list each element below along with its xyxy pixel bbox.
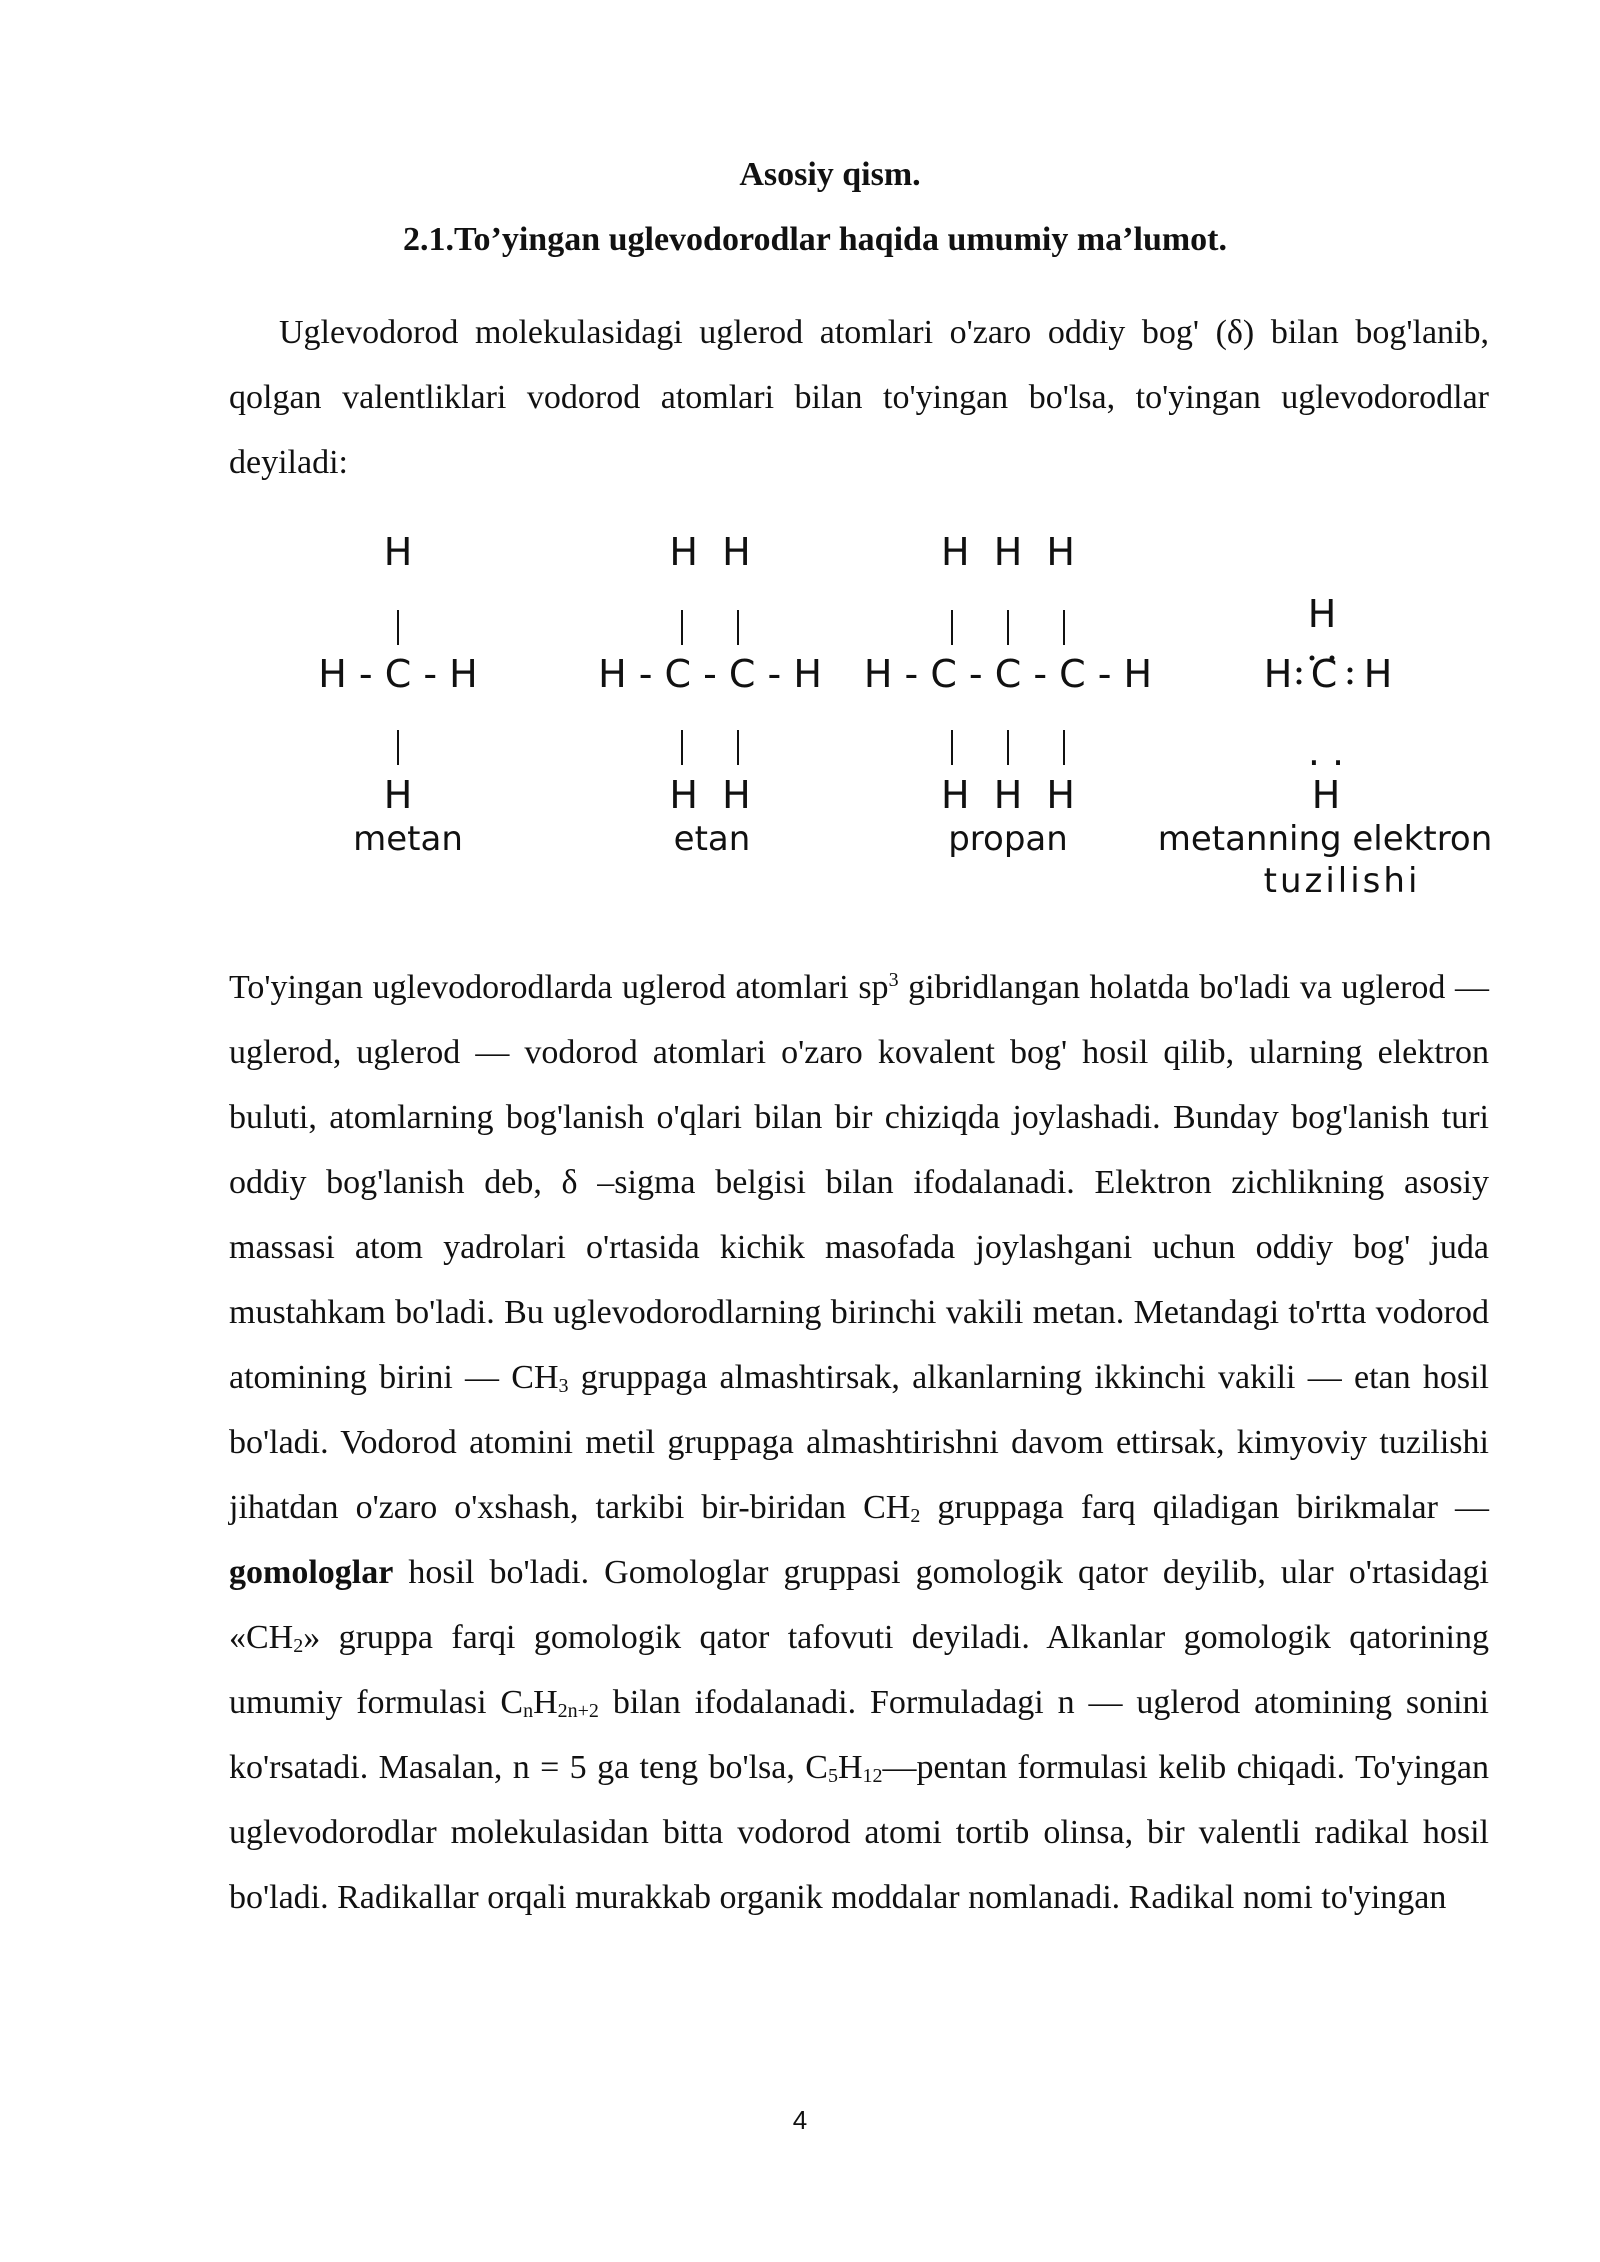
electron-label-line1: metanning elektron [1157,819,1493,859]
metan-formula [318,530,477,859]
structural-formulas-figure [0,520,1600,920]
page-number: 4 [792,2105,808,2135]
intro-paragraph: Uglevodorod molekulasidagi uglerod atomlari o'zaro oddiy bog' (δ) bilan bog'lanib, qolgan valentliklari vodorod atomlari bilan to'yingan bo'lsa, to'yingan uglevodorodlar deyiladi: [229,314,1489,481]
propan-formula [864,530,1152,859]
etan-top-h: H H [669,530,751,574]
electron-top-h: H [1307,592,1337,636]
section-heading: Asosiy qism. [739,156,921,193]
propan-bottom-h: H H H [940,773,1076,817]
electron-left-h: H [1263,652,1293,696]
bold-term: gomologlar [229,1554,394,1591]
subscript: 5 [827,1765,838,1787]
subscript: n [523,1700,534,1722]
etan-middle-row: H - C - C - H [598,652,822,696]
text-run: gibridlangan holatda bo'ladi va uglerod — uglerod, uglerod — vodorod atomlari o'zaro kovalent bog' hosil qilib, ularning elektron buluti, atomlarning bog'lanish o'qlari bilan bir chiziqda joylashadi. Bunday bog'lanish turi oddiy bog'lanish deb, δ –sigma belgisi bilan ifodalanadi. Elektron zichlikning asosiy massasi atom yadrolari o'rtasida kichik masofada joylashgani uchun oddiy bog' juda mustahkam bo'ladi. Bu uglevodorodlarning birinchi vakili metan. Metandagi to'rtta vodorod atomining birini — CH [229,969,1489,1396]
text-run: gruppaga farq qiladigan birikmalar — [920,1489,1489,1526]
text-run: hosil bo'ladi. Gomologlar gruppasi gomologik qator deyilib, ular o'rtasidagi «CH [229,1554,1489,1656]
propan-label: propan [948,819,1068,859]
subscript: 3 [558,1375,569,1397]
superscript: 3 [888,969,899,991]
propan-middle-row: H - C - C - C - H [863,652,1153,696]
text-run: H [533,1684,558,1721]
text-run: —pentan formulasi kelib chiqadi. To'yingan uglevodorodlar molekulasidan bitta vodorod atomi tortib olinsa, bir valentli radikal hosil bo'ladi. Radikallar orqali murakkab organik moddalar nomlanadi. Radikal nomi to'yingan [229,1749,1489,1916]
electron-bottom-h: H [1311,773,1341,817]
text-run: » gruppa farqi gomologik qator tafovuti deyiladi. Alkanlar gomologik qatorining umumiy formulasi C [229,1619,1489,1721]
subscript: 2 [293,1635,304,1657]
electron-label-line2: tuzilishi [1263,861,1421,901]
propan-top-h: H H H [940,530,1076,574]
subscript: 2 [910,1505,921,1527]
etan-formula [598,530,822,859]
text-run: bilan ifodalanadi. Formuladagi n — uglerod atomining sonini ko'rsatadi. Masalan, n = 5 ga teng bo'lsa, C [229,1684,1490,1786]
subsection-heading: 2.1.To’yingan uglevodorodlar haqida umumiy ma’lumot. [402,221,1228,258]
electron-carbon: C [1310,652,1338,696]
text-run: gruppaga almashtirsak, alkanlarning ikkinchi vakili — etan hosil bo'ladi. Vodorod atomini metil gruppaga almashtirishni davom ettirsak, kimyoviy tuzilishi jihatdan o'zaro o'xshash, tarkibi bir-biridan CH [229,1359,1489,1526]
main-paragraph [229,955,1489,1930]
metan-bottom-h: H [383,773,413,817]
methane-electron-structure [1158,592,1493,901]
subscript: 2n+2 [557,1700,599,1722]
text-run: H [837,1749,863,1786]
text-run: To'yingan uglevodorodlarda uglerod atomlari sp [229,969,889,1006]
metan-label: metan [353,819,463,859]
metan-top-h: H [383,530,413,574]
etan-bottom-h: H H [669,773,751,817]
etan-label: etan [673,819,751,859]
subscript: 12 [862,1765,883,1787]
electron-right-h: H [1363,652,1393,696]
electron-bottom-dots: . . [1307,730,1345,774]
metan-middle-row: H - C - H [318,652,478,696]
